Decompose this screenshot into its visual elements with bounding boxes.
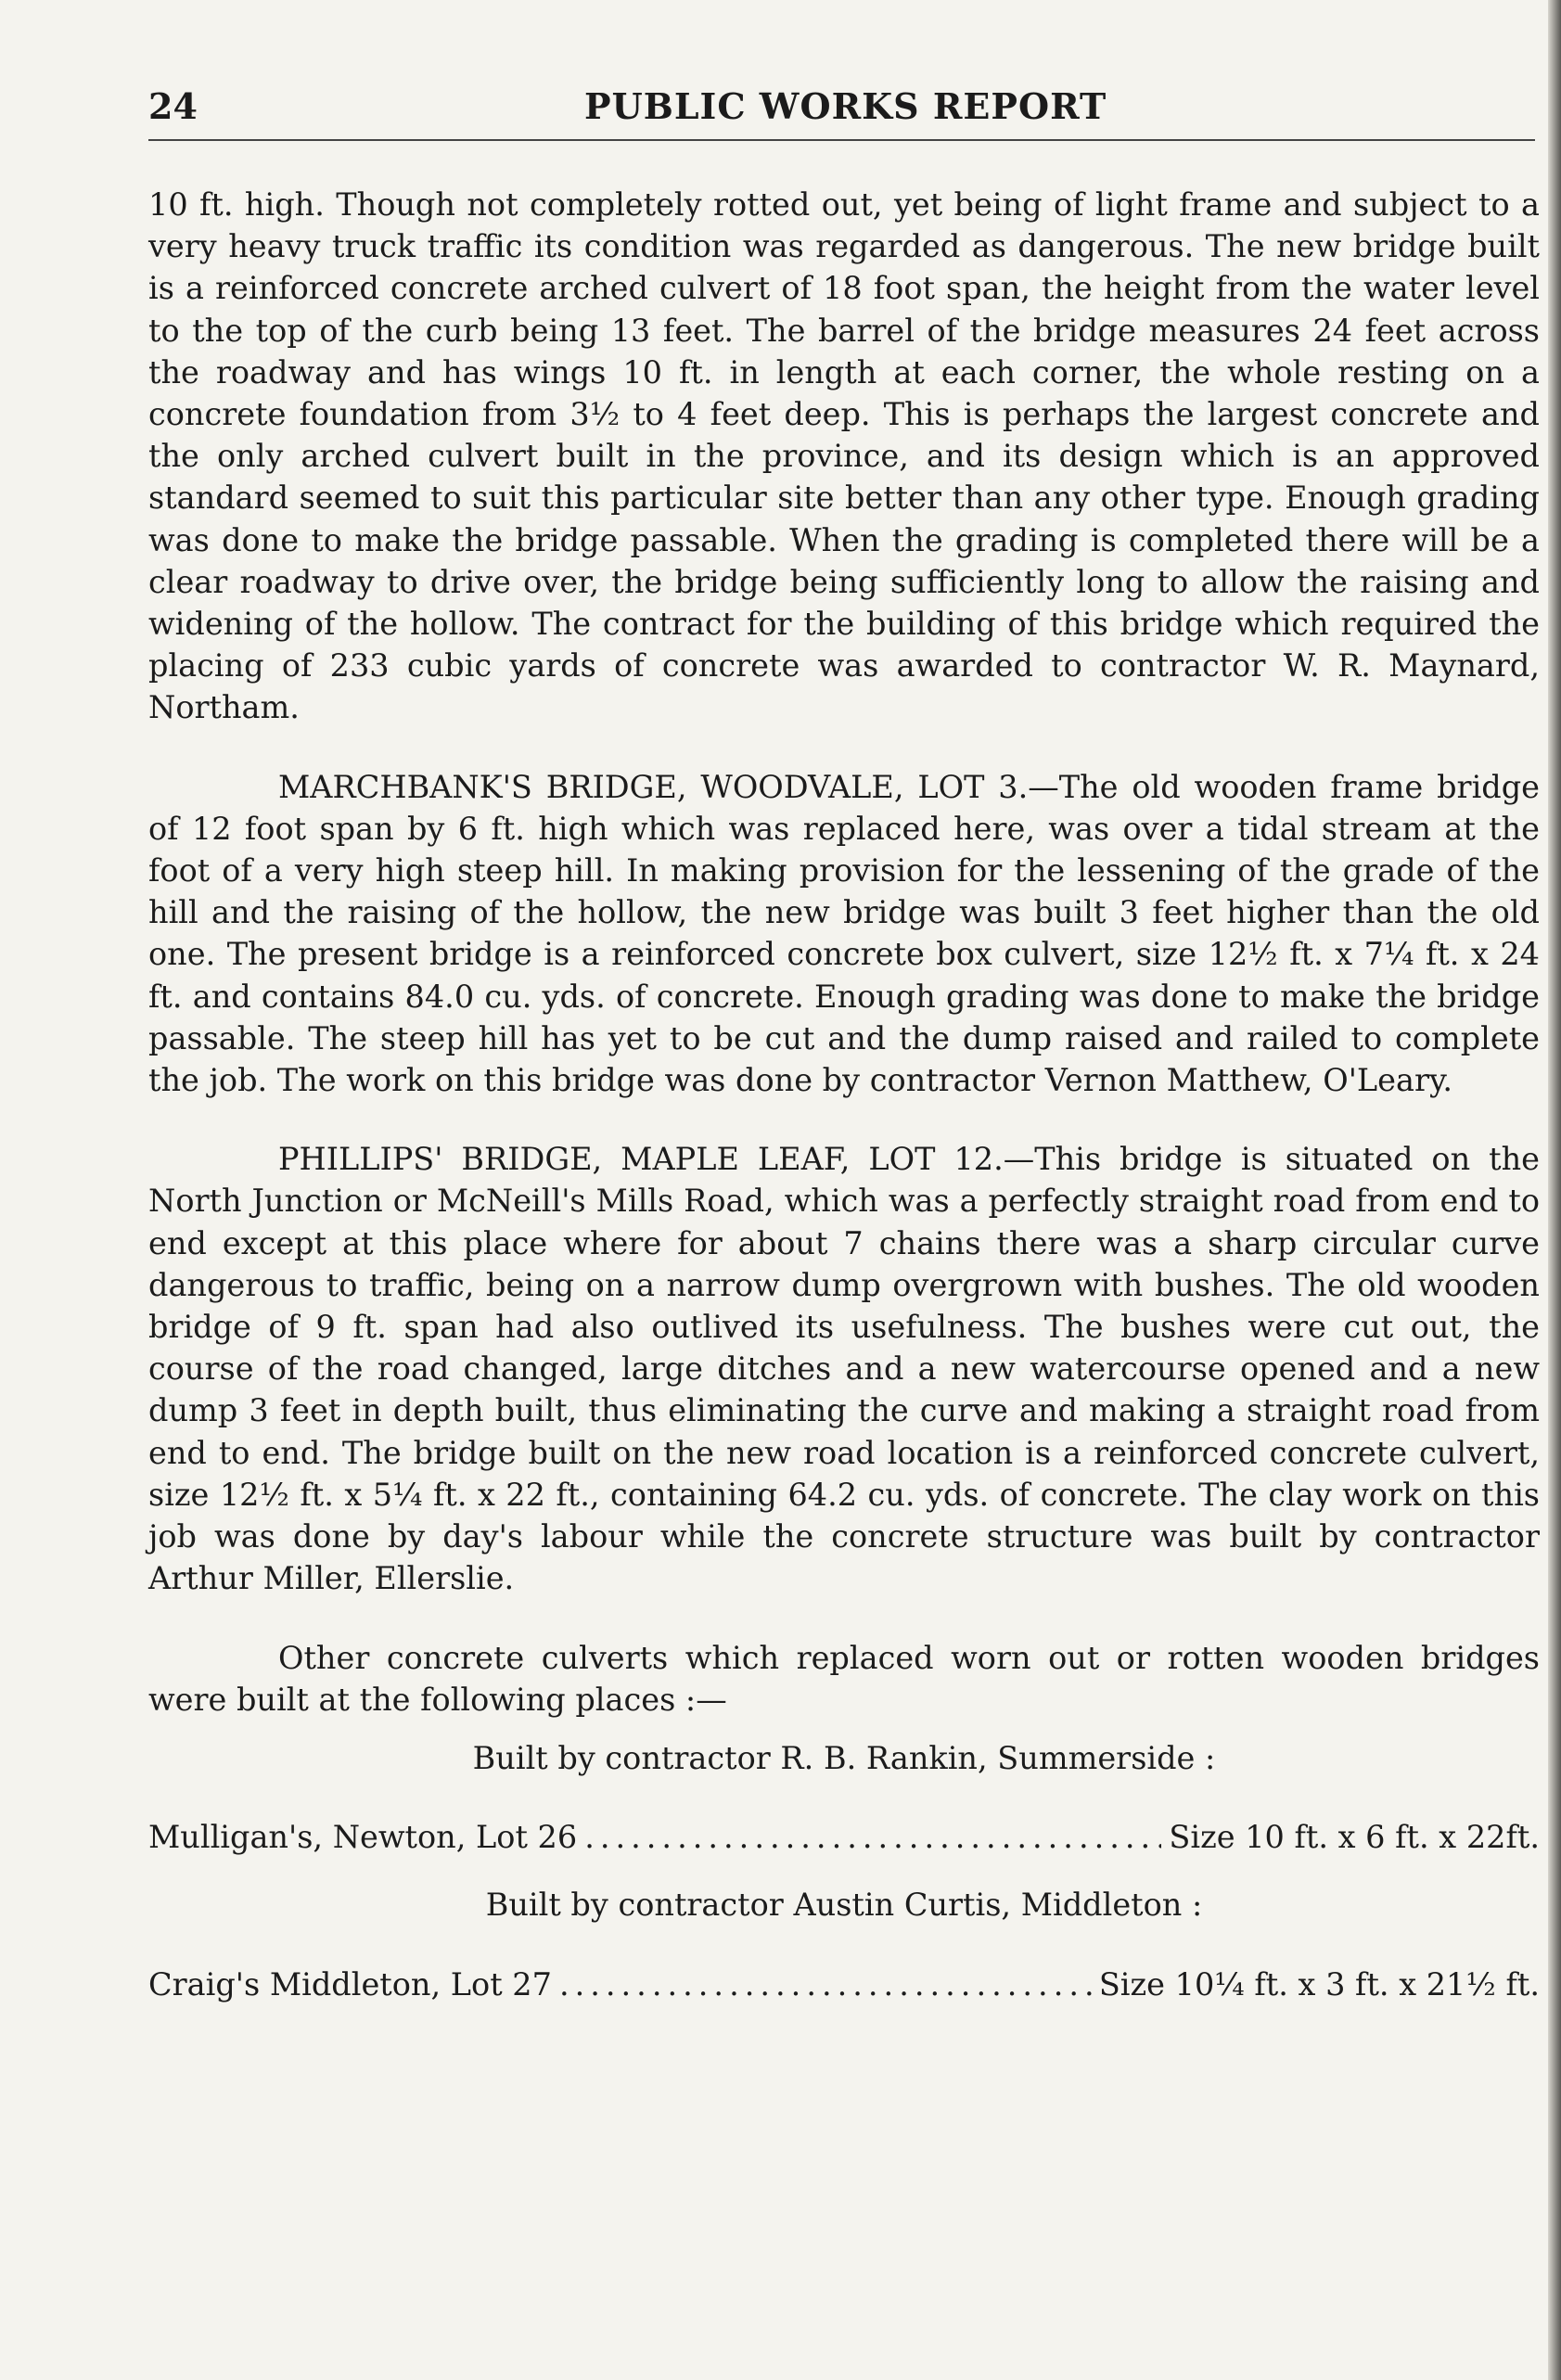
running-title: PUBLIC WORKS REPORT bbox=[584, 85, 1107, 127]
culvert-size: Size 10 ft. x 6 ft. x 22ft. bbox=[1169, 1819, 1540, 1856]
body-text bbox=[148, 184, 1540, 2018]
contractor-heading: Built by contractor R. B. Rankin, Summerside : bbox=[472, 1739, 1216, 1776]
header-rule bbox=[148, 139, 1535, 141]
paragraph-marchbanks-bridge: MARCHBANK'S BRIDGE, WOODVALE, LOT 3.—The old wooden frame bridge of 12 foot span by 6 ft. high which was replaced here, was over a tidal stream at the foot of a very high steep hill. In making provision for the lessening of the grade of the hill and the raising of the hollow, the new bridge was built 3 feet higher than the old one. The present bridge is a reinforced concrete box culvert, size 12½ ft. x 7¼ ft. x 24 ft. and contains 84.0 cu. yds. of concrete. Enough grading was done to make the bridge passable. The steep hill has yet to be cut and the dump raised and railed to complete the job. The work on this bridge was done by contractor Vernon Matthew, O'Leary. bbox=[148, 768, 1540, 1099]
page-number: 24 bbox=[148, 85, 198, 127]
page-header bbox=[148, 82, 1535, 137]
page-edge-shadow bbox=[1548, 0, 1561, 2380]
culvert-entry bbox=[148, 1816, 1540, 1858]
paragraph-continuation: 10 ft. high. Though not completely rotted out, yet being of light frame and subject to a very heavy truck traffic its condition was regarded as dangerous. The new bridge built is a reinforced concrete arched culvert of 18 foot span, the height from the water level to the top of the curb being 13 feet. The barrel of the bridge measures 24 feet across the roadway and has wings 10 ft. in length at each corner, the whole resting on a concrete foundation from 3½ to 4 feet deep. This is perhaps the largest concrete and the only arched culvert built in the province, and its design which is an approved standard seemed to suit this particular site better than any other type. Enough grading was done to make the bridge passable. When the grading is completed there will be a clear roadway to drive over, the bridge being sufficiently long to allow the raising and widening of the hollow. The contract for the building of this bridge which required the placing of 233 cubic yards of concrete was awarded to contractor W. R. Maynard, Northam. bbox=[148, 186, 1540, 726]
paragraph-phillips-bridge: PHILLIPS' BRIDGE, MAPLE LEAF, LOT 12.—This bridge is situated on the North Junction or McNeill's Mills Road, which was a perfectly straight road from end to end except at this place where for about 7 chains there was a sharp circular curve dangerous to traffic, being on a narrow dump overgrown with bushes. The old wooden bridge of 9 ft. span had also outlived its usefulness. The bushes were cut out, the course of the road changed, large ditches and a new watercourse opened and a new dump 3 feet in depth built, thus eliminating the curve and making a straight road from end to end. The bridge built on the new road location is a reinforced concrete culvert, size 12½ ft. x 5¼ ft. x 22 ft., containing 64.2 cu. yds. of concrete. The clay work on this job was done by day's labour while the concrete structure was built by contractor Arthur Miller, Ellerslie. bbox=[148, 1141, 1540, 1597]
culvert-list bbox=[148, 1737, 1540, 2005]
culvert-location: Craig's Middleton, Lot 27 bbox=[148, 1965, 552, 2003]
contractor-heading: Built by contractor Austin Curtis, Middleton : bbox=[485, 1887, 1203, 1924]
culvert-location: Mulligan's, Newton, Lot 26 bbox=[148, 1819, 578, 1856]
culvert-entry bbox=[148, 1964, 1540, 2005]
culvert-size: Size 10¼ ft. x 3 ft. x 21½ ft. bbox=[1098, 1965, 1540, 2003]
dot-leader bbox=[559, 1964, 1092, 2005]
paragraph-other-culverts: Other concrete culverts which replaced worn out or rotten wooden bridges were built at the following places :— bbox=[148, 1639, 1540, 1718]
dot-leader bbox=[584, 1816, 1161, 1858]
